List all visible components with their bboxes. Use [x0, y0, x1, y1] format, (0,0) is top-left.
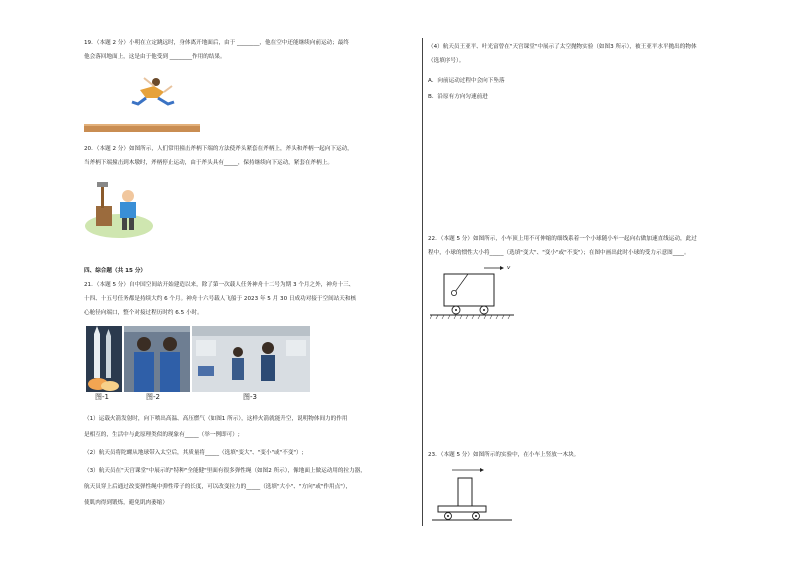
q21-part3-line1: （3）航天员在"天宫课堂"中展示的"特种"全能健"里面有很多弹性绳（如图2 所示），像地面上做运动用的拉力器， [84, 468, 366, 474]
figure-2-caption: 图-2 [146, 393, 160, 401]
q21-line3: 心舱径向端口，整个对接过程历时约 6.5 小时。 [84, 310, 203, 316]
long-jump-figure [84, 72, 204, 138]
q21-part4-line1: （4）航天员王亚平、叶光富曾在"天宫课堂"中展示了太空抛物实验（如图3 所示），被王亚平水平抛出的物体 [428, 44, 697, 50]
q21-part3-line2: 航天员穿上后通过改变弹性绳中弹性带子的长度，可以改变拉力的_____（选填"大小"、"方向"或"作用点"）， [84, 484, 352, 490]
q21-part1-line1: （1）运载火箭发射时，向下喷出高温、高压燃气（如图1 所示），这样火箭就能升空，说明物体间力的作用 [84, 416, 348, 422]
q23-line1: 23．（本题 5 分）如图所示的实验中，在小车上竖放一木块。 [428, 452, 580, 458]
q21-option-a: A．向前运动过程中会向下坠落 [428, 78, 505, 84]
velocity-label: v [507, 265, 511, 271]
figure-3-space-station [192, 326, 310, 392]
axe-figure [84, 178, 154, 238]
q22-line2: 程中，小球的惯性大小将_____（选填"变大"、"变小"或"不变"）；在图中画出此时小球的受力示意图____。 [428, 250, 690, 256]
q22-line1: 22．（本题 5 分）如图所示，小车顶上用不可伸缩的细线系着一个小球随小车一起向右做加速直线运动，此过 [428, 236, 697, 242]
cart-body [438, 506, 486, 512]
cart-pendulum-figure [430, 264, 514, 324]
q19-line1: 19．（本题 2 分）小明在立定跳远时，身体离开地面后，由于 ________，他在空中还能继续向前运动；最终 [84, 40, 349, 46]
q21-part4-line2: （选填序号）。 [428, 58, 465, 64]
section-4-heading: 四、综合题（共 15 分） [84, 268, 147, 274]
column-divider [422, 38, 423, 526]
q20-line2: 当斧柄下端撞击到木墩时，斧柄停止运动，由于斧头具有_____，保持继续向下运动，紧套在斧柄上。 [84, 160, 333, 166]
q21-part2: （2）航天员将陀螺从地球带入太空后，其质量将_____（选填"变大"、"变小"或"不变"）; [84, 450, 304, 456]
q20-line1: 20．（本题 2 分）如图所示，人们常用撞击斧柄下端的方法使斧头紧套在斧柄上，斧头和斧柄一起向下运动， [84, 146, 353, 152]
q19-line2: 他会落回地面上，这是由于他受到 ________作用的结果。 [84, 54, 226, 60]
pendulum-string [455, 274, 468, 292]
wooden-block [458, 478, 472, 506]
jumper-illustration [132, 78, 174, 104]
q21-part1-line2: 是相互的，生活中与此原理类似的现象有_____（举一例即可）; [84, 432, 240, 438]
cart-block-figure [432, 466, 512, 524]
q21-line2: 十四、十五号任务都是持续大约 6 个月。神舟十六号载人飞船于 2023 年 5 月 30 日成功对接于空间站天和核 [84, 296, 357, 302]
q21-part3-line3: 使肌肉得到锻炼，避免肌肉萎缩） [84, 500, 168, 506]
figure-1-caption: 图-1 [95, 393, 109, 401]
figure-2-astronauts [124, 326, 190, 392]
figure-1-rocket-launch [86, 326, 122, 392]
figure-3-caption: 图-3 [243, 393, 257, 401]
pendulum-ball [451, 290, 456, 295]
q21-option-b: B．沿原有方向匀速前进 [428, 94, 488, 100]
q21-line1: 21．（本题 5 分）自中国空间站开始建造以来，除了第一次载人任务神舟十二号为期 3 个月之外，神舟十三、 [84, 282, 355, 288]
